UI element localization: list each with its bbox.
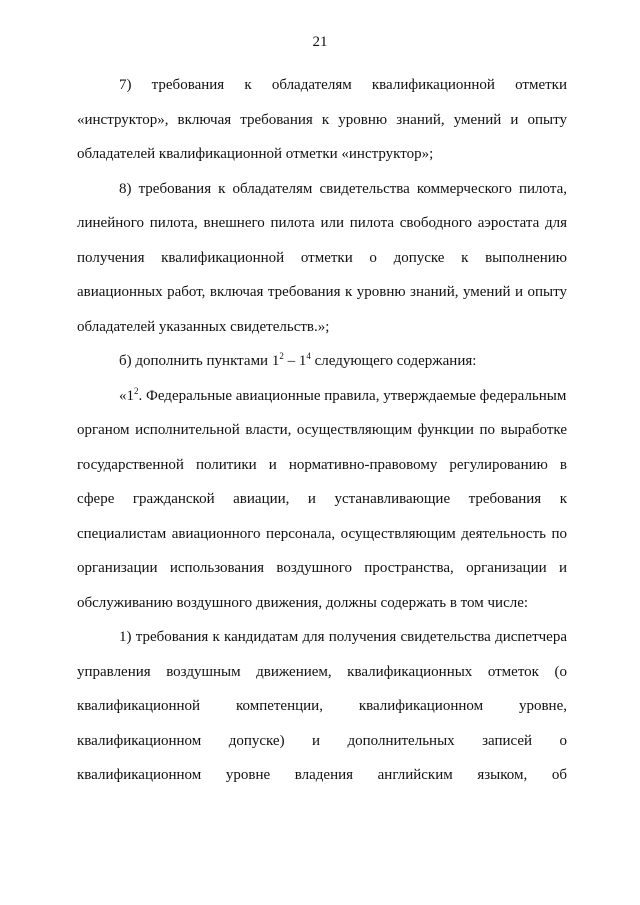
- paragraph-line: обладателей указанных свидетельств.»;: [77, 318, 330, 335]
- paragraph-line: линейного пилота, внешнего пилота или пилота свободного аэростата для: [77, 215, 567, 231]
- paragraph-line: обладателей квалификационной отметки «инструктор»;: [77, 146, 434, 162]
- paragraph-line: специалистам авиационного персонала, осуществляющим деятельность по: [77, 525, 567, 542]
- text-run: следующего содержания:: [310, 353, 477, 369]
- text-run: . Федеральные авиационные правила, утверждаемые федеральным: [138, 387, 567, 404]
- paragraph-line: авиационных работ, включая требования к уровню знаний, умений и опыту: [77, 284, 567, 300]
- paragraph-line: квалификационном допуске) и дополнительных записей о: [77, 732, 567, 749]
- page-number: 21: [312, 34, 328, 50]
- superscript: 2: [134, 385, 139, 396]
- paragraph-line: обслуживанию воздушного движения, должны содержать в том числе:: [77, 594, 529, 611]
- text-run: «1: [119, 387, 134, 404]
- superscript: 2: [279, 351, 284, 361]
- paragraph-line: сфере гражданской авиации, и устанавливающие требования к: [77, 491, 567, 507]
- paragraph-line: квалификационной компетенции, квалификационном уровне,: [77, 698, 567, 714]
- paragraph-line: органом исполнительной власти, осуществляющим функции по выработке: [77, 422, 567, 438]
- paragraph-line: управления воздушным движением, квалификационных отметок (о: [77, 663, 567, 680]
- paragraph-line: получения квалификационной отметки о допуске к выполнению: [77, 249, 567, 266]
- text-run: б) дополнить пунктами 1: [119, 353, 280, 369]
- paragraph-line: организации использования воздушного пространства, организации и: [77, 560, 567, 576]
- paragraph-line-with-superscripts: [77, 344, 567, 379]
- superscript: 4: [306, 351, 311, 361]
- document-body: [77, 68, 567, 793]
- paragraph-line: квалификационном уровне владения английским языком, об: [77, 767, 567, 783]
- text-run: – 1: [283, 353, 307, 369]
- paragraph-line-with-superscripts: [77, 379, 567, 414]
- paragraph-line: 7) требования к обладателям квалификационной отметки: [119, 77, 567, 93]
- paragraph-line: государственной политики и нормативно-правовому регулированию в: [77, 456, 567, 473]
- paragraph-line: 8) требования к обладателям свидетельства коммерческого пилота,: [119, 180, 567, 197]
- paragraph-line: 1) требования к кандидатам для получения свидетельства диспетчера: [119, 629, 567, 645]
- paragraph-line: «инструктор», включая требования к уровню знаний, умений и опыту: [77, 111, 567, 128]
